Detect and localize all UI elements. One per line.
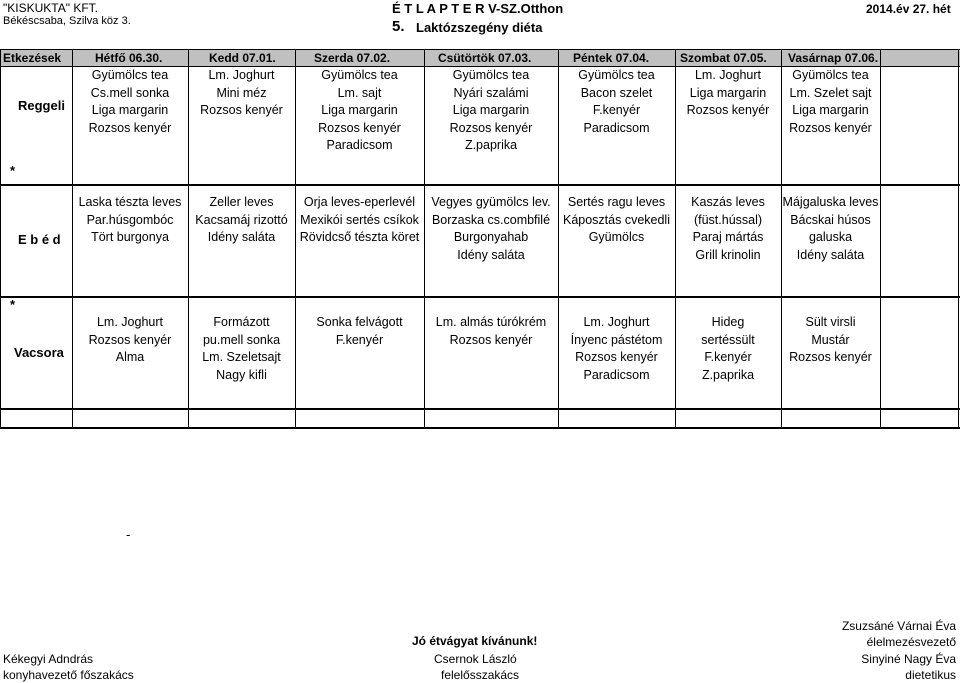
menu-item: Nagy kifli (216, 367, 267, 382)
menu-item: Paradicsom (583, 120, 650, 135)
menu-item: Gyümölcs tea (321, 68, 398, 82)
grid-line (0, 49, 960, 50)
lunch-cell-thu (424, 194, 558, 264)
separator-mark: * (10, 297, 16, 312)
menu-item: Laska tészta leves (78, 195, 182, 209)
menu-item: Lm. sajt (337, 85, 382, 100)
menu-item: Liga margarin (321, 103, 398, 117)
grid-line (0, 49, 1, 429)
menu-item: Gyümölcs (588, 230, 645, 244)
menu-item: Grill krinolin (695, 247, 761, 262)
breakfast-cell-wed (295, 67, 424, 155)
lunch-cell-sat (675, 194, 781, 264)
menu-item: Gyümölcs tea (452, 68, 530, 82)
breakfast-cell-sat (675, 67, 781, 120)
menu-item: Rozsos kenyér (88, 332, 172, 347)
footer-right-name-1: Zsuzsáné Várnai Éva (841, 619, 956, 633)
menu-item: Májgaluska leves (782, 195, 879, 209)
menu-item: Lm. Joghurt (96, 315, 163, 329)
lunch-cell-tue (188, 194, 295, 247)
lunch-cell-wed (295, 194, 424, 247)
menu-item: Lm. Szeletsajt (202, 350, 281, 364)
menu-item: Rozsos kenyér (318, 120, 401, 135)
diet-title: Laktózszegény diéta (416, 20, 543, 35)
meal-label-breakfast: Reggeli (18, 98, 65, 113)
lunch-cell-fri (558, 194, 675, 247)
menu-item: F.kenyér (592, 103, 641, 117)
menu-item: Sült virsli (805, 315, 856, 329)
menu-item: sertéssült (701, 332, 755, 347)
menu-item: Lm. Joghurt (583, 315, 650, 329)
menu-item: Idény saláta (796, 247, 865, 262)
footer-right-name-2: Sinyiné Nagy Éva (861, 652, 956, 666)
menu-item: Hideg (711, 315, 745, 329)
menu-item: Formázott (213, 315, 270, 329)
footer-right-role-1: élelmezésvezető (866, 635, 956, 649)
grid-line (0, 427, 960, 429)
menu-item: Z.paprika (701, 367, 755, 382)
meal-label-lunch: E b é d (18, 232, 61, 247)
menu-item: Rozsos kenyér (449, 120, 533, 135)
menu-item: Tört burgonya (91, 230, 169, 244)
menu-item: Rozsos kenyér (575, 350, 658, 364)
page-title: É T L A P T E R V-SZ.Otthon (392, 1, 564, 16)
company-address: Békéscsaba, Szilva köz 3. (3, 15, 131, 27)
column-day-2: Kedd 07.01. (209, 51, 276, 65)
lunch-cell-sun (781, 194, 880, 264)
menu-item: Bacon szelet (580, 85, 653, 100)
dinner-cell-wed (295, 314, 424, 349)
menu-item: Vegyes gyümölcs lev. (431, 195, 551, 209)
menu-item: (füst.hússal) (693, 212, 763, 227)
menu-item: Orja leves-eperlevél (303, 195, 416, 209)
menu-item: Gyümölcs tea (91, 68, 169, 82)
menu-item: Rozsos kenyér (449, 332, 533, 347)
menu-item: Rozsos kenyér (88, 120, 172, 135)
menu-item: Mustár (811, 332, 850, 347)
menu-item: Paraj mártás (692, 230, 764, 244)
footer-center-role: felelősszakács (441, 668, 520, 682)
dinner-cell-tue (188, 314, 295, 384)
column-day-4: Csütörtök 07.03. (438, 51, 532, 65)
grid-line (0, 408, 960, 410)
menu-item: Rövidcső tészta köret (299, 230, 420, 244)
column-day-5: Péntek 07.04. (573, 51, 650, 65)
breakfast-cell-mon (72, 67, 188, 137)
menu-item: Gyümölcs tea (792, 68, 869, 82)
menu-item: Paradicsom (583, 367, 650, 382)
breakfast-cell-fri (558, 67, 675, 137)
menu-item: Zeller leves (209, 195, 274, 209)
dinner-cell-mon (72, 314, 188, 367)
menu-item: Cs.mell sonka (90, 85, 170, 100)
column-day-7: Vasárnap 07.06. (788, 51, 879, 65)
footer-center-name: Csernok László (434, 652, 517, 666)
menu-item: Liga margarin (91, 103, 169, 117)
menu-item: Lm. Joghurt (694, 68, 761, 82)
menu-item: Alma (115, 350, 145, 364)
week-label: 2014.év 27. hét (866, 2, 951, 16)
menu-item: Mini méz (216, 85, 267, 100)
menu-item: Kacsamáj rizottó (195, 212, 288, 227)
menu-item: Liga margarin (452, 103, 530, 117)
menu-item: Gyümölcs tea (578, 68, 655, 82)
menu-item: Nyári szalámi (453, 85, 529, 100)
column-day-1: Hétfő 06.30. (95, 51, 163, 65)
column-day-6: Szombat 07.05. (680, 51, 767, 65)
menu-item: F.kenyér (704, 350, 752, 364)
menu-item: Burgonyahab (453, 230, 529, 244)
lunch-cell-mon (72, 194, 188, 247)
menu-item: Sertés ragu leves (567, 195, 666, 209)
menu-item: Idény saláta (207, 230, 276, 244)
grid-line (0, 296, 960, 298)
menu-item: Kaszás leves (691, 195, 765, 209)
grid-line (958, 49, 959, 429)
menu-item: Liga margarin (689, 85, 767, 100)
menu-item: Borzaska cs.combfilé (431, 212, 551, 227)
footer-right-role-2: dietetikus (905, 668, 956, 682)
menu-item: Ínyenc pástétom (570, 332, 663, 347)
grid-line (880, 49, 881, 429)
menu-item: Par.húsgombóc (86, 212, 174, 227)
column-day-3: Szerda 07.02. (314, 51, 391, 65)
grid-line (0, 184, 960, 186)
dinner-cell-fri (558, 314, 675, 384)
meal-label-dinner: Vacsora (14, 345, 64, 360)
separator-mark: * (10, 163, 16, 178)
breakfast-cell-thu (424, 67, 558, 155)
menu-item: Liga margarin (792, 103, 869, 117)
breakfast-cell-tue (188, 67, 295, 120)
column-label-meals: Etkezések (3, 51, 62, 65)
menu-number: 5. (392, 18, 405, 35)
menu-item: Rozsos kenyér (789, 120, 872, 135)
breakfast-cell-sun (781, 67, 880, 137)
dinner-cell-sun (781, 314, 880, 367)
menu-item: Lm. Szelet sajt (789, 85, 872, 100)
menu-item: Idény saláta (457, 247, 525, 262)
footer-left-role: konyhavezető főszakács (3, 668, 134, 682)
menu-item: F.kenyér (335, 332, 384, 347)
dash-mark: - (126, 527, 131, 542)
footer-left-name: Kékegyi Adndrás (3, 652, 94, 666)
menu-item: Z.paprika (464, 138, 518, 152)
footer-greeting: Jó étvágyat kívánunk! (412, 634, 538, 648)
menu-item: Lm. Joghurt (208, 68, 275, 82)
menu-item: Mexikói sertés csíkok (300, 212, 419, 227)
menu-item: Paradicsom (326, 138, 393, 152)
menu-item: Rozsos kenyér (686, 103, 770, 117)
dinner-cell-sat (675, 314, 781, 384)
menu-item: Rozsos kenyér (789, 350, 872, 364)
menu-item: galuska (808, 230, 853, 244)
menu-item: pu.mell sonka (202, 332, 281, 347)
dinner-cell-thu (424, 314, 558, 349)
menu-item: Bácskai húsos (790, 212, 871, 227)
menu-item: Káposztás cvekedli (562, 212, 670, 227)
company-name: "KISKUKTA" KFT. (3, 1, 98, 15)
menu-item: Sonka felvágott (316, 315, 403, 329)
menu-item: Rozsos kenyér (200, 103, 283, 117)
menu-item: Lm. almás túrókrém (435, 315, 547, 329)
